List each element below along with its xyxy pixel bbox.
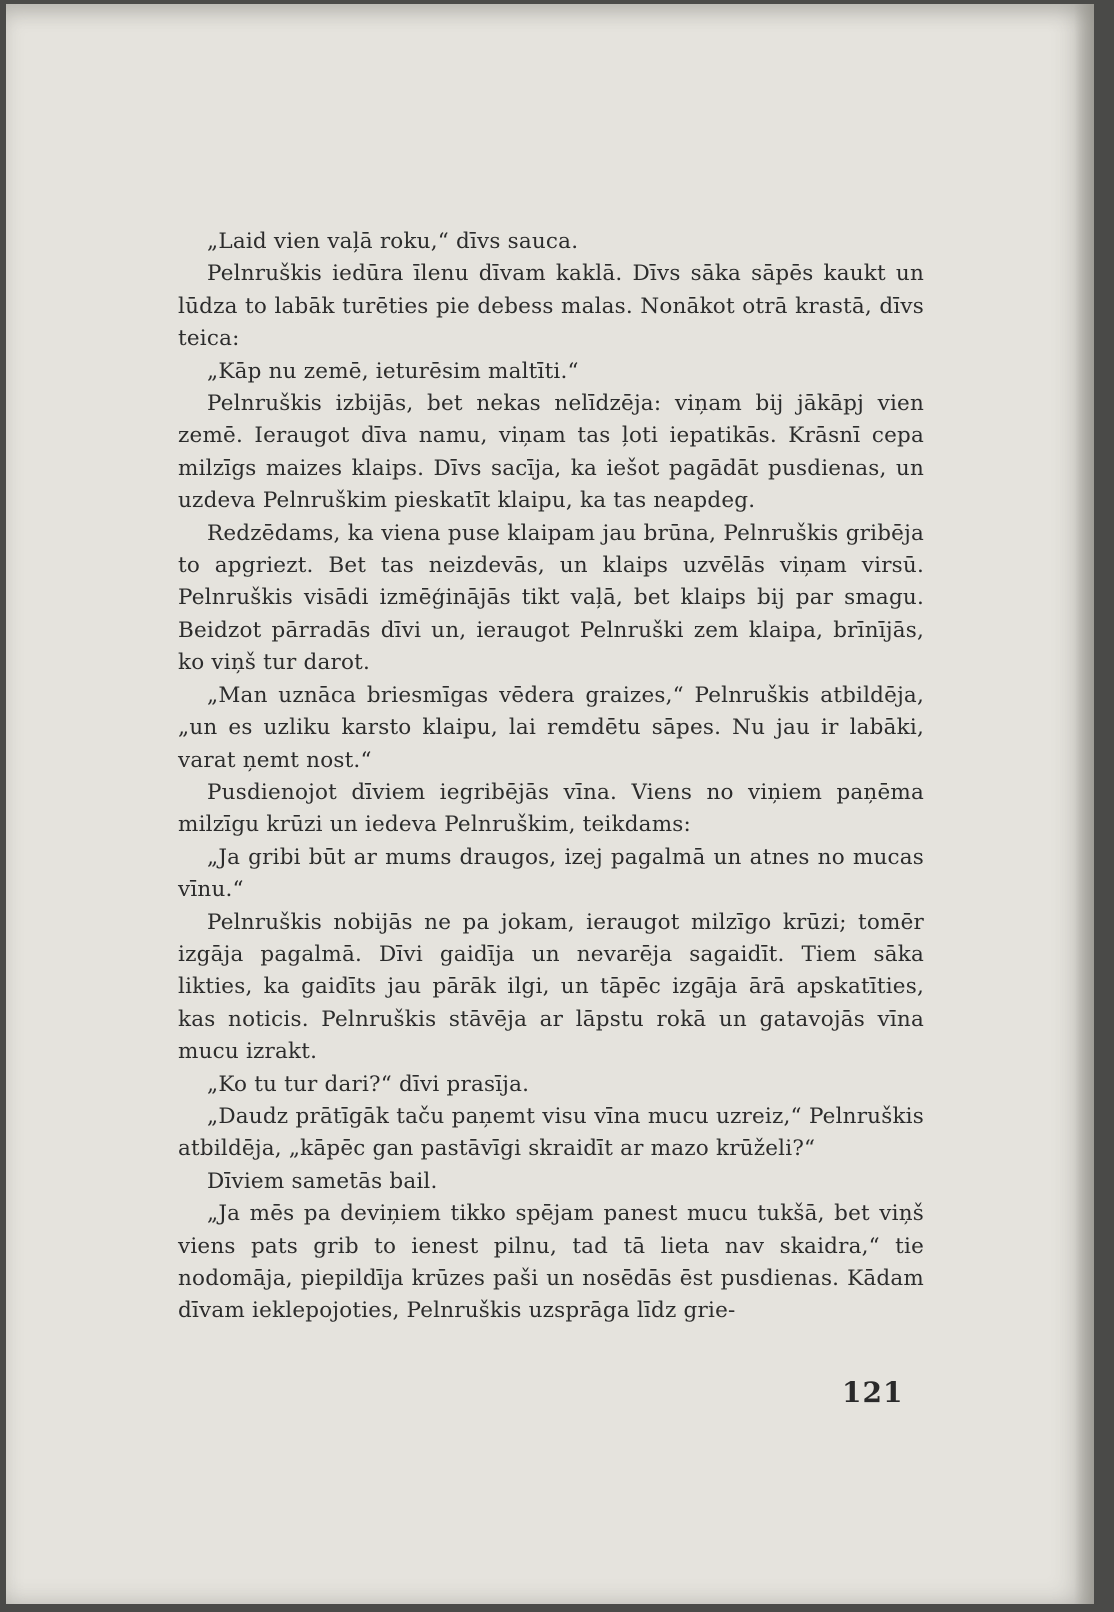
body-text (178, 226, 924, 1328)
paragraph: „Ko tu tur dari?“ dīvi prasīja. (207, 1071, 530, 1097)
paragraph: Redzēdams, ka viena puse klaipam jau brūna, Pelnruškis gribēja to apgriezt. Bet tas neizdevās, un klaips uzvēlās viņam virsū. Pelnruškis visādi izmēģinājās tikt vaļā, bet klaips bij par smagu. Beidzot pārradās dīvi un, ieraugot Pelnruški zem klaipa, brīnījās, ko viņš tur darot. (178, 520, 924, 676)
paragraph: Dīviem sametās bail. (207, 1168, 438, 1194)
paragraph: „Kāp nu zemē, ieturēsim maltīti.“ (207, 358, 579, 384)
paragraph: „Ja gribi būt ar mums draugos, izej pagalmā un atnes no mucas vīnu.“ (178, 844, 924, 903)
paragraph: „Ja mēs pa deviņiem tikko spējam panest mucu tukšā, bet viņš viens pats grib to ienest pilnu, tad tā lieta nav skaidra,“ tie nodomāja, piepildīja krūzes paši un nosēdās ēst pusdienas. Kādam dīvam ieklepojoties, Pelnruškis uzsprāga līdz grie- (178, 1201, 924, 1324)
page-edge-shadow (1074, 4, 1094, 1604)
paragraph: Pusdienojot dīviem iegribējās vīna. Viens no viņiem paņēma milzīgu krūzi un iedeva Pelnruškim, teikdams: (178, 779, 924, 838)
paragraph: „Man uznāca briesmīgas vēdera graizes,“ Pelnruškis atbildēja, „un es uzliku karsto klaipu, lai remdētu sāpes. Nu jau ir labāki, varat ņemt nost.“ (178, 682, 924, 773)
paragraph: Pelnruškis izbijās, bet nekas nelīdzēja: viņam bij jākāpj vien zemē. Ieraugot dīva namu, viņam tas ļoti iepatikās. Krāsnī cepa milzīgs maizes klaips. Dīvs sacīja, ka iešot pagādāt pusdienas, un uzdeva Pelnruškim pieskatīt klaipu, ka tas neapdeg. (178, 391, 924, 514)
book-page (6, 4, 1094, 1604)
paragraph: „Laid vien vaļā roku,“ dīvs sauca. (207, 229, 579, 254)
paragraph: „Daudz prātīgāk taču paņemt visu vīna mucu uzreiz,“ Pelnruškis atbildēja, „kāpēc gan pastāvīgi skraidīt ar mazo krūželi?“ (178, 1103, 924, 1162)
paragraph: Pelnruškis nobijās ne pa jokam, ieraugot milzīgo krūzi; tomēr izgāja pagalmā. Dīvi gaidīja un nevarēja sagaidīt. Tiem sāka likties, ka gaidīts jau pārāk ilgi, un tāpēc izgāja ārā apskatīties, kas noticis. Pelnruškis stāvēja ar lāpstu rokā un gatavojās vīna mucu izrakt. (178, 909, 924, 1065)
paragraph: Pelnruškis iedūra īlenu dīvam kaklā. Dīvs sāka sāpēs kaukt un lūdza to labāk turēties pie debess malas. Nonākot otrā krastā, dīvs teica: (178, 261, 924, 352)
page-number: 121 (842, 1376, 904, 1409)
